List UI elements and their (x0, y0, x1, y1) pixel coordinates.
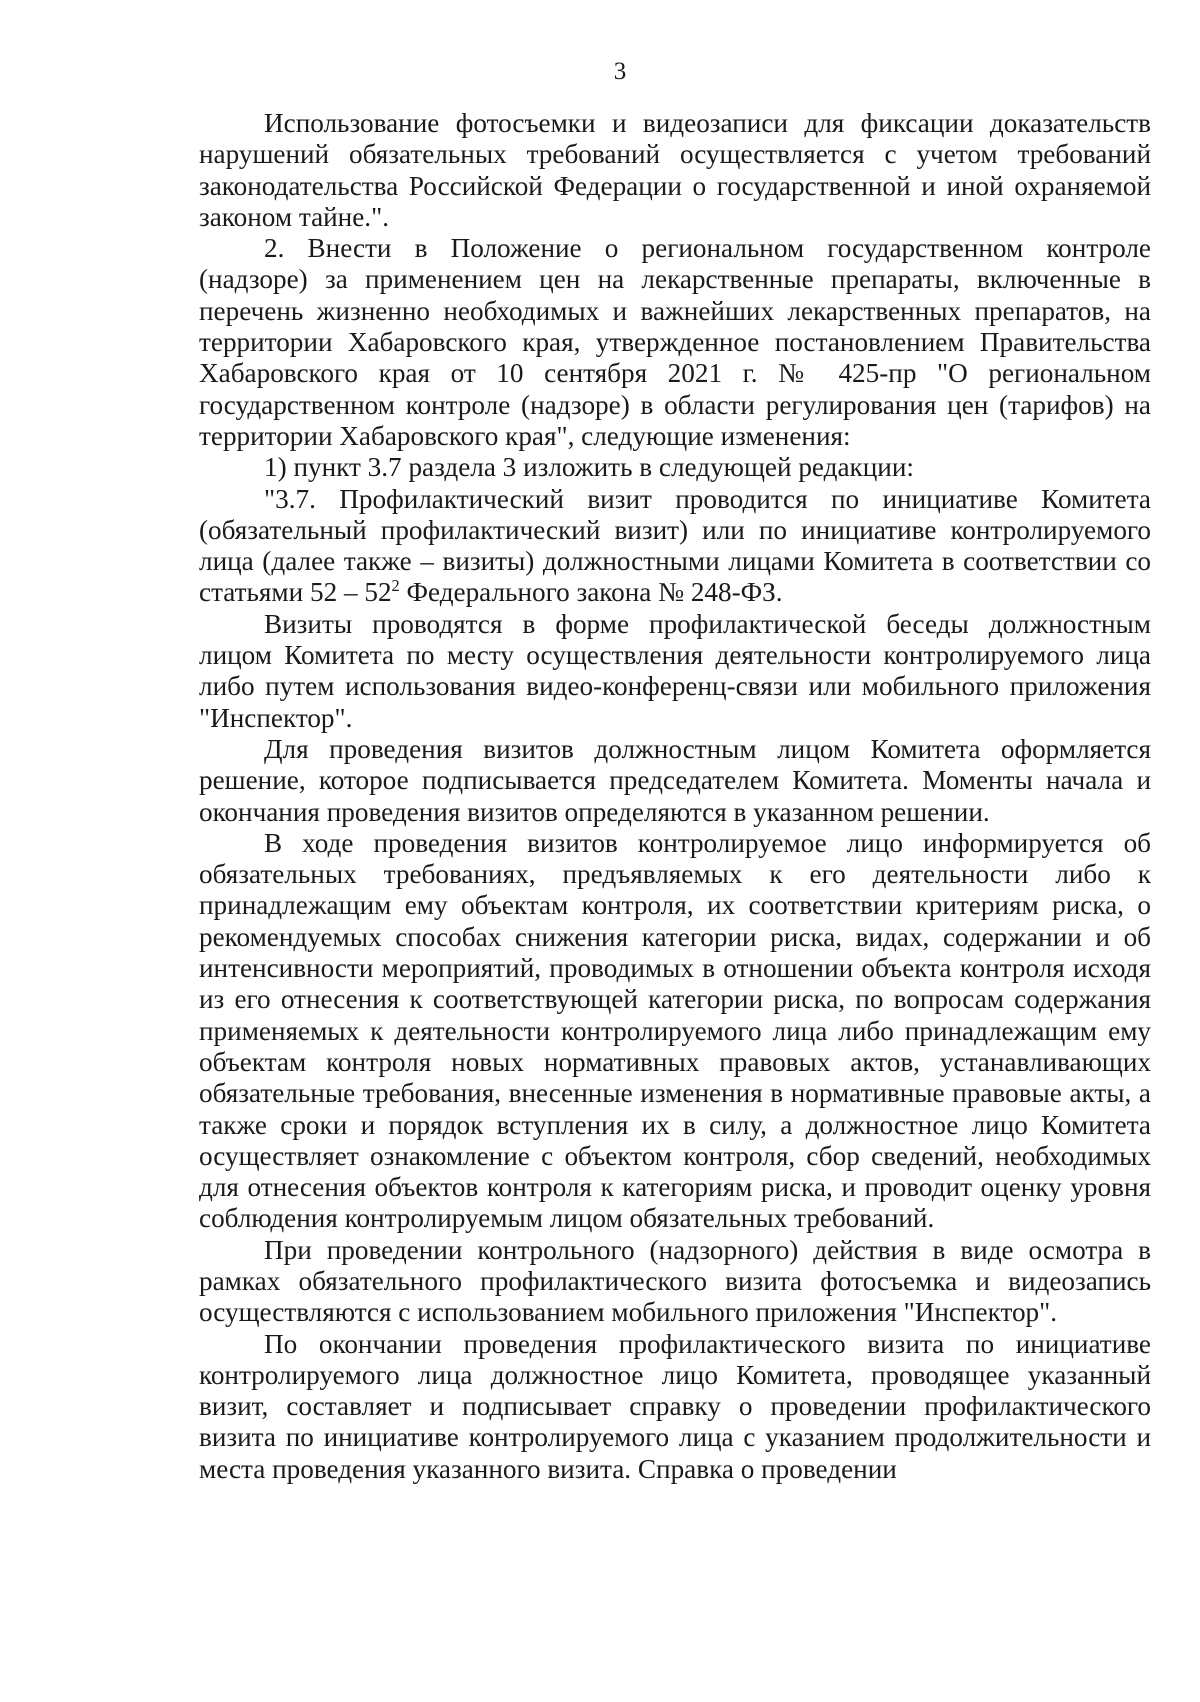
paragraph-visit-certificate: По окончании проведения профилактического визита по инициативе контролируемого лица должностное лицо Комитета, проводящее указанный визит, составляет и подписывает справку о проведении профилактического визита по инициативе контролируемого лица с указанием продолжительности и места проведения указанного визита. Справка о проведении (199, 1328, 1151, 1484)
paragraph-visit-decision: Для проведения визитов должностным лицом Комитета оформляется решение, которое подписывается председателем Комитета. Моменты начала и окончания проведения визитов определяются в указанном решении. (199, 733, 1151, 827)
page-number: 3 (613, 58, 627, 85)
paragraph-item-2-amendments: 2. Внести в Положение о региональном государственном контроле (надзоре) за применением цен на лекарственные препараты, включенные в перечень жизненно необходимых и важнейших лекарственных препаратов, на территории Хабаровского края, утвержденное постановлением Правительства Хабаровского края от 10 сентября 2021 г. № 425-пр "О региональном государственном контроле (надзоре) в области регулирования цен (тарифов) на территории Хабаровского края", следующие изменения: (199, 233, 1151, 451)
article-superscript: 2 (391, 576, 400, 596)
paragraph-visit-information: В ходе проведения визитов контролируемое лицо информируется об обязательных требованиях, предъявляемых к его деятельности либо к принадлежащим ему объектам контроля, их соответствии критериям риска, о рекомендуемых способах снижения категории риска, видах, содержании и об интенсивности мероприятий, проводимых в отношении объекта контроля исходя из его отнесения к соответствующей категории риска, по вопросам содержания применяемых к деятельности контролируемого лица либо принадлежащим ему объектам контроля новых нормативных правовых актов, устанавливающих обязательные требования, внесенные изменения в нормативные правовые акты, а также сроки и порядок вступления их в силу, а должностное лицо Комитета осуществляет ознакомление с объектом контроля, сбор сведений, необходимых для отнесения объектов контроля к категориям риска, и проводит оценку уровня соблюдения контролируемым лицом обязательных требований. (199, 827, 1151, 1234)
paragraph-3-7-text: "3.7. Профилактический визит проводится по инициативе Комитета (обязательный профилактический визит) или по инициативе контролируемого лица (далее также – визиты) должностными лицами Комитета в соответствии со статьями 52 – 52 (199, 483, 1151, 608)
paragraph-3-7-text-end: Федерального закона № 248-ФЗ. (399, 577, 783, 608)
paragraph-inspection-recording: При проведении контрольного (надзорного) действия в виде осмотра в рамках обязательного профилактического визита фотосъемка и видеозапись осуществляются с использованием мобильного приложения "Инспектор". (199, 1234, 1151, 1328)
document-body (199, 108, 1151, 1485)
paragraph-visit-forms: Визиты проводятся в форме профилактической беседы должностным лицом Комитета по месту осуществления деятельности контролируемого лица либо путем использования видео-конференц-связи или мобильного приложения "Инспектор". (199, 608, 1151, 733)
paragraph-photo-video-fixation: Использование фотосъемки и видеозаписи для фиксации доказательств нарушений обязательных требований осуществляется с учетом требований законодательства Российской Федерации о государственной и иной охраняемой законом тайне.". (199, 108, 1151, 232)
paragraph-subitem-1: 1) пункт 3.7 раздела 3 изложить в следующей редакции: (264, 452, 914, 483)
paragraph-3-7-preventive-visit (199, 484, 1151, 609)
